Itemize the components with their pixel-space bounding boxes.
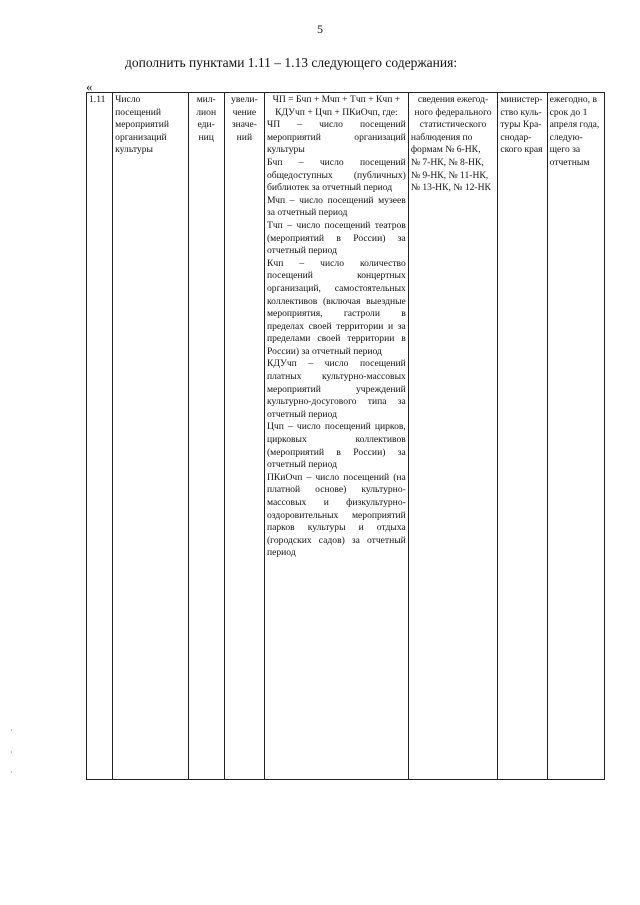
source-line: наблюдения по — [410, 131, 473, 143]
margin-mark: · — [10, 748, 13, 757]
definition-item: Цчп – число посещений цирков, цирковых коллективов (мероприятий в России) за отчетный период — [266, 421, 406, 471]
row-number: 1.11 — [87, 93, 113, 780]
definition-item: Кчп – число количество посещений концертных организаций, самостоятельных коллективов (включая выездные мероприятия, гастроли в пределах своей территории и за пределами своей территории в России) за отчетный период — [266, 257, 406, 357]
source-line: ного федерального — [414, 106, 492, 118]
intro-text: дополнить пунктами 1.11 – 1.13 следующего содержания: — [125, 55, 458, 70]
definition-item: КДУчп – число посещений платных культурно-массовых мероприятий учреждений культурно-досугового типа за отчетный период — [266, 358, 406, 420]
source-line: сведения ежегод- — [417, 94, 489, 105]
source-line: № 9-НК, № 11-НК, — [410, 169, 489, 181]
source-line: № 13-НК, № 12-НК — [410, 182, 491, 194]
source-cell — [408, 93, 498, 780]
source-line: формам № 6-НК, — [410, 144, 481, 156]
quote-mark: « — [86, 79, 93, 94]
table-row — [87, 93, 605, 780]
page-number: 5 — [317, 22, 323, 36]
responsible-cell: министер-ство куль-туры Кра-снодар-ского края — [498, 93, 547, 780]
period-cell: ежегодно, в срок до 1 апреля года, следую-щего за отчетным — [547, 93, 604, 780]
source-line: № 7-НК, № 8-НК, — [410, 156, 484, 168]
definition-item: ЧП – число посещений мероприятий организаций культуры — [266, 119, 406, 156]
definition-item: ПКиОчп – число посещений (на платной основе) культурно-массовых и физкультурно-оздоровительных мероприятий парков культуры и отдыха (городских садов) за отчетный период — [266, 471, 406, 559]
indicator-name: Число посещений мероприятий организаций культуры — [113, 93, 188, 780]
definition-item: Мчп – число посещений музеев за отчетный период — [266, 194, 406, 219]
source-line: статистического — [419, 119, 487, 131]
margin-mark: · — [10, 768, 13, 777]
definition-item: Бчп – число посещений общедоступных (публичных) библиотек за отчетный период — [266, 156, 406, 194]
indicator-table — [86, 92, 605, 780]
unit-cell: мил-лион еди-ниц — [188, 93, 224, 780]
formula-cell — [264, 93, 408, 780]
direction-cell: увели-чение значе-ний — [224, 93, 264, 780]
formula-head: ЧП = Бчп + Мчп + Тчп + Кчп + КДУчп + Цчп + ПКиОчп, где: — [272, 94, 401, 118]
definition-item: Тчп – число посещений театров (мероприятий в России) за отчетный период — [266, 219, 406, 257]
margin-mark: · — [10, 726, 13, 735]
